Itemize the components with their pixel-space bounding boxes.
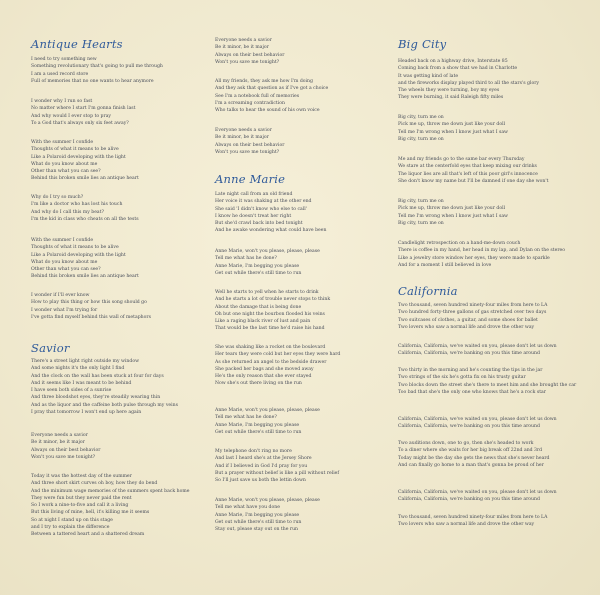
lyric-line: Like a Polaroid developing with the light [31, 154, 126, 160]
lyric-line: Two blocks down the street she's there to meet him and she brought the car [398, 382, 577, 388]
lyric-line: Anne Marie, I'm begging you please [215, 263, 300, 269]
stanza [215, 191, 395, 235]
stanza [398, 58, 578, 102]
lyric-line: Big city, turn me on [398, 220, 444, 226]
lyric-line: How to play this thing or how this song should go [31, 300, 147, 306]
lyric-line: Why do I try so much? [31, 195, 84, 200]
lyric-line: California, California, we've waited on you, please don't let us down [398, 490, 557, 495]
lyric-line: Won't you save me tonight? [31, 454, 96, 460]
stanza [31, 194, 211, 223]
lyric-line: I wonder if I'll ever know [31, 293, 90, 298]
lyric-line: Two strings of the six he's gotta fix on his trusty guitar [398, 375, 526, 381]
lyric-line: Everyone needs a savior [31, 433, 88, 438]
lyric-line: Today might be the day she gets the news that she's never heard [398, 455, 550, 461]
lyric-line: Get out while there's still time to run [215, 519, 302, 525]
lyric-line: And some nights it's the only light I find [31, 366, 125, 372]
lyric-line: Anne Marie, won't you please, please, please [215, 498, 320, 503]
lyric-line: All my friends, they ask me how I'm doing [215, 79, 313, 84]
lyric-line: Other than what you can see? [31, 267, 101, 273]
lyric-line: The liquor lies are all that's left of this poor girl's innocence [398, 171, 538, 177]
lyric-line: Be it minor, be it major [215, 135, 269, 141]
lyric-line: Two auditions down, one to go, then she's headed to work [398, 441, 534, 446]
lyric-line: California, California, we're banking on you this time around [398, 424, 540, 430]
lyric-line: Big city, turn me on [398, 199, 444, 204]
lyric-line: Anne Marie, won't you please, please, please [215, 408, 320, 413]
lyric-line: And it seems like I was meant to be behind [31, 380, 132, 386]
lyric-line: And last I heard she's at the Jersey Shore [215, 456, 312, 462]
lyric-line: Two lovers who saw a normal life and drove the other way [398, 522, 535, 528]
lyric-line: And the clock on the wall has been stuck at four for days [31, 373, 164, 379]
lyric-line: Me and my friends go to the same bar every Thursday [398, 157, 525, 162]
lyric-line: Two thirty in the morning and he's counting the tips in the jar [398, 368, 543, 373]
lyric-line: Her tears they were cold but her eyes they were hard [215, 352, 341, 358]
lyric-line: Won't you save me tonight? [215, 59, 280, 65]
stanza [398, 367, 578, 396]
lyric-line: I'm the kid in class who cheats on all the tests [31, 216, 139, 222]
lyric-line: Candlelight retrospection on a hand-me-down couch [398, 241, 521, 246]
lyric-line: The wheels they were turning, boy my eyes [398, 88, 500, 94]
lyric-line: And can finally go home to a man that's gonna be proud of her [398, 462, 544, 468]
stanza [398, 240, 578, 269]
lyric-line: Her voice it was shaking at the other end [215, 199, 312, 205]
lyric-line: And he awake wondering what could have been [215, 228, 327, 234]
lyric-line: And if I believed in God I'd pray for you [215, 463, 308, 469]
lyric-line: California, California, we're banking on you this time around [398, 351, 540, 357]
stanza [31, 139, 211, 183]
lyric-line: Now she's out there living on the run [215, 381, 302, 387]
stanza [215, 127, 395, 156]
stanza [31, 473, 211, 539]
lyric-line: There is coffee in my hand, her head in my lap, and Dylan on the stereo [398, 248, 566, 254]
lyric-line: He's the only reason that she ever stayed [215, 374, 312, 380]
stanza [31, 358, 211, 416]
lyric-line: About the damage that is being done [215, 304, 302, 310]
lyric-line: Like a raging black river of lust and pain [215, 319, 311, 325]
lyric-line: I'm a screaming contradiction [215, 100, 285, 106]
lyric-line: They were burning, it said Raleigh fifty miles [398, 95, 504, 101]
lyric-line: I've gotta find myself behind this wall of metaphors [31, 314, 151, 320]
lyric-line: Be it minor, be it major [31, 440, 85, 446]
lyric-line: Two lovers who saw a normal life and drove the other way [398, 324, 535, 330]
lyric-line: Like a Polaroid developing with the light [31, 252, 126, 258]
stanza [398, 114, 578, 143]
lyric-line: And they ask that question as if I've got a choice [215, 86, 329, 92]
lyric-line: I need to try something new [31, 57, 97, 62]
lyric-line: Well he starts to yell when he starts to drink [215, 290, 319, 295]
lyric-line: And three short skirt curves oh boy, how they do bend [31, 481, 158, 487]
lyric-line: Coming back from a show that we had in Charlotte [398, 66, 518, 72]
lyric-line: California, California, we've waited on you, please don't let us down [398, 344, 557, 349]
lyric-line: What do you know about me [31, 259, 98, 265]
lyric-line: With the summer I confide [31, 140, 94, 145]
lyric-line: Anne Marie, won't you please, please, please [215, 249, 320, 254]
lyric-line: Always on their best behavior [215, 142, 285, 148]
lyric-line: And why do I call this my beat? [31, 209, 104, 215]
lyric-line: Anne Marie, I'm begging you please [215, 422, 300, 428]
lyric-line: See I'm a notebook full of memories [215, 93, 300, 99]
lyric-line: Tell me what has he done? [215, 415, 277, 421]
lyric-line: Like a jewelry store window her eyes, they were made to sparkle [398, 255, 550, 261]
lyric-line: Big city, turn me on [398, 115, 444, 120]
stanza [215, 248, 395, 277]
lyric-line: Always on their best behavior [31, 447, 101, 453]
lyric-line: No matter where I start I'm gonna finish last [31, 106, 136, 112]
stanza [215, 344, 395, 388]
lyric-line: That would be the last time he'd raise his hand [215, 326, 325, 332]
lyric-line: I pray that tomorrow I won't end up here again [31, 410, 142, 416]
stanza [398, 514, 578, 529]
stanza [398, 440, 578, 469]
lyric-line: Two hundred forty-three gallons of gas stretched over two days [398, 310, 547, 316]
song-title-big-city: Big City [398, 37, 447, 51]
lyric-line: Something revolutionary that's going to pull me through [31, 64, 163, 70]
lyric-line: My telephone don't ring no more [215, 449, 292, 454]
lyric-line: Other than what you can see? [31, 169, 101, 175]
lyric-line: She don't know my name but I'll be damned if one day she won't [398, 178, 549, 184]
stanza [215, 289, 395, 333]
lyric-line: Behind this broken smile lies an antique heart [31, 274, 139, 280]
lyric-line: Stay out, please stay out on the run [215, 527, 298, 533]
lyric-line: Won't you save me tonight? [215, 149, 280, 155]
lyric-line: I am a used record store [31, 71, 89, 77]
lyric-line: Be it minor, be it major [215, 45, 269, 51]
lyric-line: Tell me I'm wrong when I know just what I saw [398, 213, 508, 219]
lyric-line: Oh but one night the bourbon flooded his veins [215, 311, 325, 317]
stanza [215, 448, 395, 484]
stanza [398, 156, 578, 185]
lyric-line: And why would I ever stop to pray [31, 113, 112, 119]
stanza [31, 432, 211, 461]
lyric-line: To a God that's always only six feet away? [31, 120, 129, 126]
stanza [398, 198, 578, 227]
lyric-line: And as the liquor and the caffeine both pulse through my veins [31, 402, 178, 408]
lyric-line: She was shaking like a rocket on the boulevard [215, 345, 326, 350]
lyric-line: I wonder why I run so fast [31, 99, 93, 104]
lyric-line: Thoughts of what it means to be alive [31, 147, 119, 153]
lyric-line: With the summer I confide [31, 238, 94, 243]
lyric-line: California, California, we've waited on you, please don't let us down [398, 417, 557, 422]
lyric-line: Headed back on a highway drive, Interstate 85 [398, 59, 508, 64]
lyric-line: She packed her bags and she moved away [215, 366, 314, 372]
stanza [398, 302, 578, 331]
lyric-line: and the fireworks display played third to all the stars's glory [398, 80, 539, 86]
lyric-line: Two thousand, seven hundred ninety-four miles from here to LA [398, 515, 548, 520]
lyric-line: There's a street light right outside my window [31, 359, 140, 364]
lyric-line: And for a moment I still believed in love [398, 262, 492, 268]
lyric-line: Always on their best behavior [215, 52, 285, 58]
lyric-line: She said 'I didn't know who else to call' [215, 206, 307, 212]
lyric-line: But she'd crawl back into bed tonight [215, 221, 303, 227]
lyric-line: So I work a nine-to-five and call it a living [31, 503, 129, 509]
stanza [398, 343, 578, 358]
stanza [31, 237, 211, 281]
lyric-line: It was getting kind of late [398, 73, 459, 79]
lyric-line: Too bad that she's the only one who knows that he's a rock star [398, 389, 546, 395]
lyric-line: They were fun but they never paid the rent [31, 495, 132, 501]
lyric-line: But this living of mine, hell, it's killing me it seems [31, 510, 150, 516]
lyric-line: Who talks to hear the sound of his own voice [215, 108, 320, 114]
lyric-line: Tell me I'm wrong when I know just what I saw [398, 129, 508, 135]
stanza [398, 489, 578, 504]
lyric-line: Anne Marie, I'm begging you please [215, 512, 300, 518]
song-title-antique-hearts: Antique Hearts [31, 37, 123, 51]
lyric-line: And he starts a lot of trouble never stops to think [215, 297, 331, 303]
lyric-line: Two thousand, seven hundred ninety-four miles from here to LA [398, 303, 548, 308]
stanza [31, 292, 211, 321]
lyric-line: So at night I stand up on this stage [31, 517, 113, 523]
lyric-line: Full of memories that no one wants to hear anymore [31, 78, 154, 84]
lyric-line: As she returned an angel to the bedside drawer [215, 359, 327, 365]
lyric-line: Tell me what have you done [215, 505, 280, 511]
lyric-line: Late night call from an old friend [215, 192, 293, 197]
lyric-line: Behind this broken smile lies an antique heart [31, 176, 139, 182]
lyric-line: I'm like a doctor who has lost his touch [31, 202, 123, 208]
stanza [398, 416, 578, 431]
stanza [31, 98, 211, 127]
lyric-line: I know he doesn't treat her right [215, 213, 292, 219]
song-title-savior: Savior [31, 341, 70, 355]
lyric-line: Pick me up, throw me down just like your doll [398, 122, 506, 128]
song-title-anne-marie: Anne Marie [215, 172, 286, 186]
lyric-line: So I'll just save us both the lettin down [215, 478, 306, 484]
stanza [215, 37, 395, 66]
lyric-line: But a prayer without belief is like a pill without relief [215, 470, 340, 476]
lyric-line: Get out while there's still time to run [215, 270, 302, 276]
lyric-line: What do you know about me [31, 161, 98, 167]
lyric-line: Everyone needs a savior [215, 38, 272, 43]
lyric-line: Everyone needs a savior [215, 128, 272, 133]
lyric-line: Between a tattered heart and a shattered dream [31, 532, 145, 538]
lyric-line: Today it was the hottest day of the summer [31, 474, 132, 479]
lyric-line: We stare at the centerfold eyes that keep mixing our drinks [398, 164, 537, 170]
stanza [31, 56, 211, 85]
lyric-line: California, California, we're banking on you this time around [398, 497, 540, 503]
stanza [215, 78, 395, 114]
lyric-line: Pick me up, throw me down just like your doll [398, 206, 506, 212]
lyric-line: Get out while there's still time to run [215, 429, 302, 435]
stanza [215, 497, 395, 533]
lyric-line: I have seen both sides of a sunrise [31, 388, 112, 394]
lyric-line: Thoughts of what it means to be alive [31, 245, 119, 251]
lyric-line: Two suitcases of clothes, a guitar, and some shoes for ballet [398, 317, 538, 323]
lyric-line: And three bloodshot eyes, they're steadily wearing thin [31, 395, 161, 401]
lyric-line: I wonder what I'm trying for [31, 307, 98, 313]
song-title-california: California [398, 284, 458, 298]
lyric-line: Big city, turn me on [398, 136, 444, 142]
lyric-line: Tell me what has he done? [215, 256, 277, 262]
lyric-line: To a diner where she waits for her big break off 22nd and 3rd [398, 448, 543, 454]
lyric-line: and I try to explain the difference [31, 525, 110, 531]
stanza [215, 407, 395, 436]
lyric-line: And the minimum wage memories of the summers spent back home [31, 488, 190, 494]
